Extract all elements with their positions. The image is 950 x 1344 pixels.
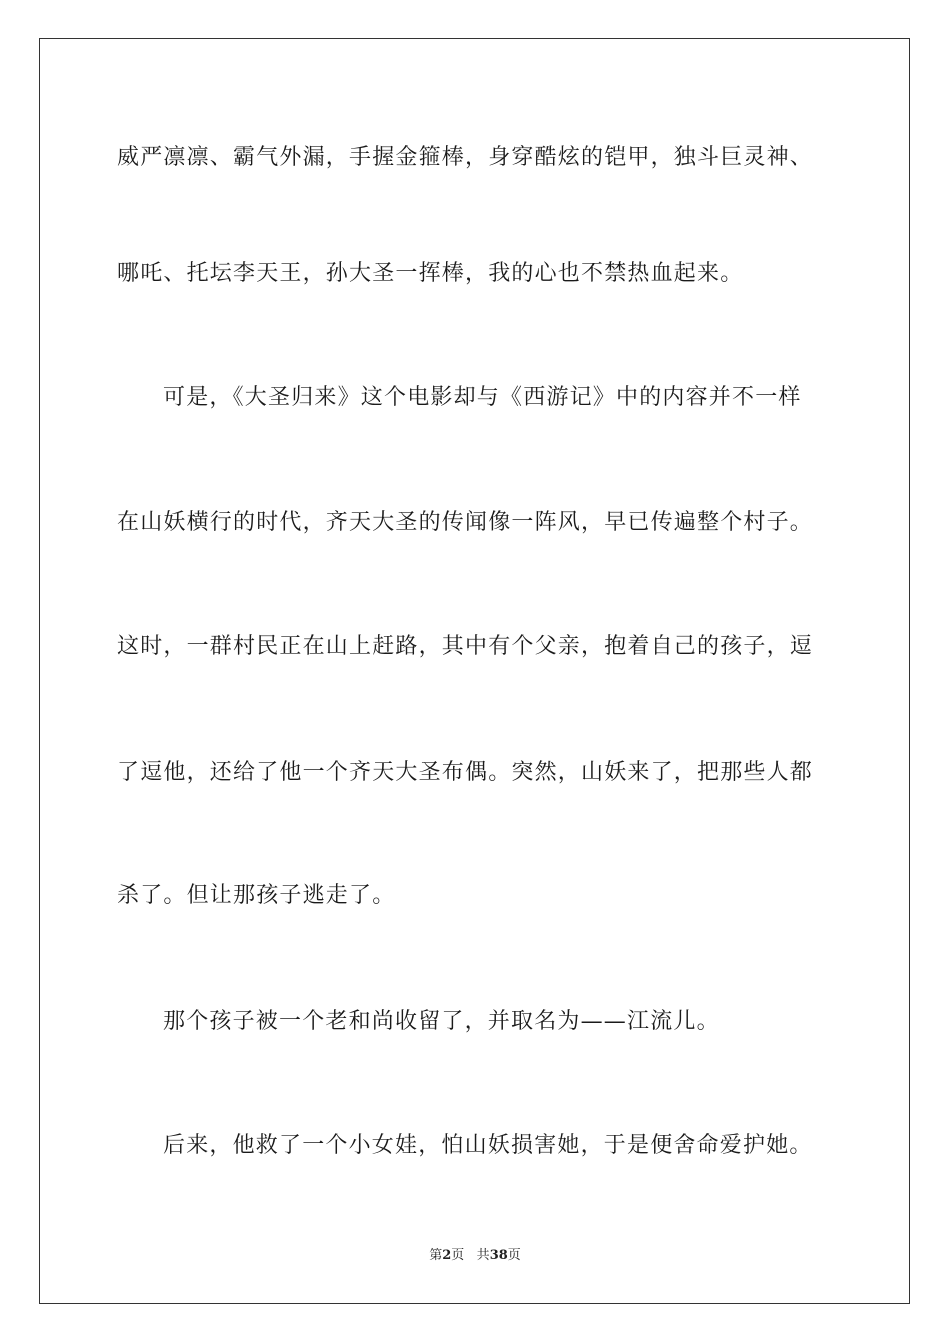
page-suffix: 页 — [451, 1248, 465, 1263]
text-line-5: 这时，一群村民正在山上赶路，其中有个父亲，抱着自己的孩子，逗 — [117, 634, 814, 659]
page-prefix: 第 — [429, 1248, 443, 1263]
page-number: 2 — [442, 1248, 452, 1263]
text-line-7: 杀了。但让那孩子逃走了。 — [117, 883, 396, 908]
text-line-3: 可是，《大圣归来》这个电影却与《西游记》中的内容并不一样 — [163, 385, 802, 410]
text-line-1: 威严凛凛、霸气外漏，手握金箍棒，身穿酷炫的铠甲，独斗巨灵神、 — [117, 145, 814, 170]
total-prefix: 共 — [476, 1248, 490, 1263]
text-line-8: 那个孩子被一个老和尚收留了，并取名为——江流儿。 — [163, 1009, 720, 1034]
text-line-2: 哪吒、托坛李天王，孙大圣一挥棒，我的心也不禁热血起来。 — [117, 261, 744, 286]
text-line-9: 后来，他救了一个小女娃，怕山妖损害她，于是便舍命爱护她。 — [163, 1133, 813, 1158]
page-border — [39, 38, 910, 1304]
text-line-4: 在山妖横行的时代，齐天大圣的传闻像一阵风，早已传遍整个村子。 — [117, 510, 814, 535]
text-line-6: 了逗他，还给了他一个齐天大圣布偶。突然，山妖来了，把那些人都 — [117, 760, 814, 785]
total-suffix: 页 — [507, 1248, 521, 1263]
total-pages: 38 — [489, 1248, 508, 1263]
page-footer — [0, 1244, 950, 1263]
